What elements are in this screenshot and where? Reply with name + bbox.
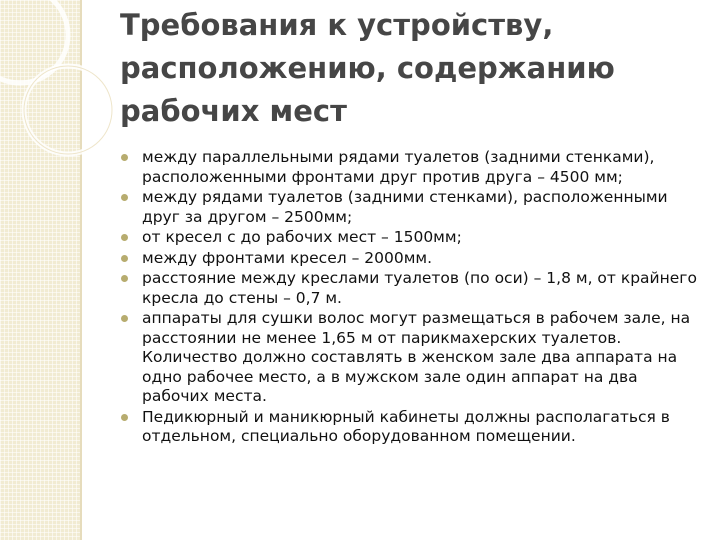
list-item	[0, 148, 720, 187]
list-item	[0, 228, 720, 248]
round-bullet-icon	[121, 275, 128, 282]
bullet-text: Педикюрный и маникюрный кабинеты должны располагаться в отдельном, специально оборудованном помещении.	[142, 407, 670, 445]
round-bullet-icon	[121, 154, 128, 161]
round-bullet-icon	[121, 315, 128, 322]
bullet-text: аппараты для сушки волос могут размещаться в рабочем зале, на расстоянии не менее 1,65 м от парикмахерских туалетов. Количество должно составлять в женском зале два аппарата на одно рабочее место, а в мужском зале один аппарат на два рабочих места.	[142, 309, 691, 405]
bullet-text: расстояние между креслами туалетов (по оси) – 1,8 м, от крайнего кресла до стены – 0,7 м.	[142, 269, 697, 307]
list-item	[0, 188, 720, 227]
list-item	[0, 249, 720, 269]
round-bullet-icon	[121, 194, 128, 201]
slide-title: Требования к устройству, расположению, содержанию рабочих мест	[120, 8, 615, 128]
bullet-text: между рядами туалетов (задними стенками), расположенными друг за другом – 2500мм;	[142, 188, 668, 226]
round-bullet-icon	[121, 234, 128, 241]
bullet-text: между параллельными рядами туалетов (задними стенками), расположенными фронтами друг против друга – 4500 мм;	[142, 148, 655, 186]
round-bullet-icon	[121, 414, 128, 421]
decorative-rings-icon	[0, 0, 140, 160]
round-bullet-icon	[121, 255, 128, 262]
bullet-text: между фронтами кресел – 2000мм.	[142, 248, 433, 267]
list-item	[0, 408, 720, 447]
list-item	[0, 309, 720, 407]
bullet-text: от кресел с до рабочих мест – 1500мм;	[142, 228, 462, 246]
list-item	[0, 269, 720, 308]
bullet-list	[0, 148, 720, 448]
